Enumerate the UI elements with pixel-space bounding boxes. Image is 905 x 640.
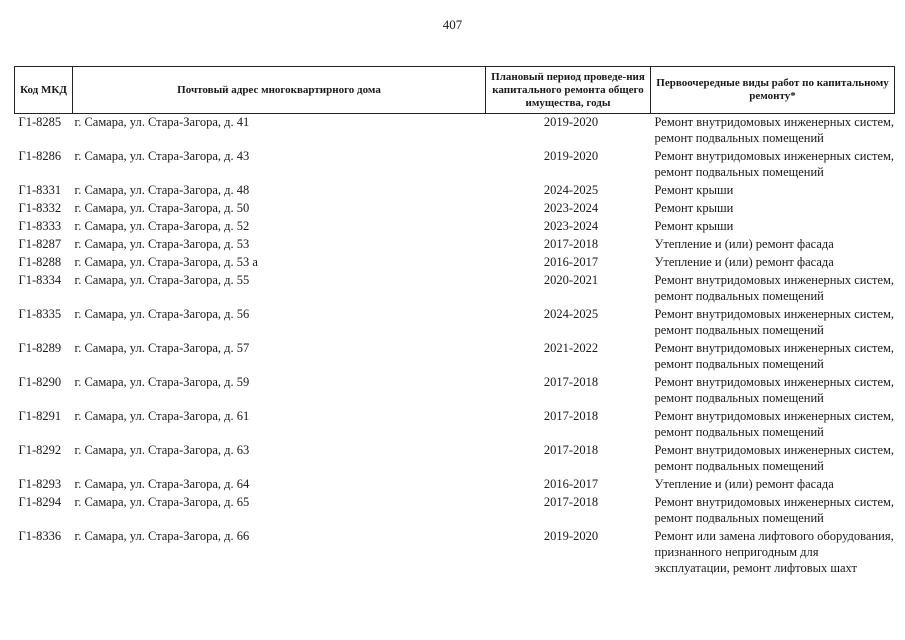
cell-works: Ремонт внутридомовых инженерных систем, ремонт подвальных помещений <box>654 115 895 145</box>
cell-address: г. Самара, ул. Стара-Загора, д. 41 <box>74 115 250 129</box>
cell-works: Ремонт внутридомовых инженерных систем, ремонт подвальных помещений <box>654 495 895 525</box>
cell-period: 2024-2025 <box>543 307 599 321</box>
table-header <box>15 67 895 114</box>
cell-period: 2019-2020 <box>543 529 599 543</box>
cell-address: г. Самара, ул. Стара-Загора, д. 50 <box>74 201 250 215</box>
page-number: 407 <box>442 17 463 32</box>
cell-code: Г1-8290 <box>18 375 62 389</box>
capital-repair-table <box>14 66 895 578</box>
cell-works: Ремонт внутридомовых инженерных систем, ремонт подвальных помещений <box>654 307 895 337</box>
table-row <box>15 374 895 408</box>
cell-address: г. Самара, ул. Стара-Загора, д. 61 <box>74 409 250 423</box>
table-row <box>15 254 895 272</box>
cell-works: Утепление и (или) ремонт фасада <box>654 477 834 491</box>
cell-works: Ремонт крыши <box>654 219 734 233</box>
table-row <box>15 182 895 200</box>
cell-works: Ремонт внутридомовых инженерных систем, ремонт подвальных помещений <box>654 149 895 179</box>
cell-address: г. Самара, ул. Стара-Загора, д. 59 <box>74 375 250 389</box>
cell-address: г. Самара, ул. Стара-Загора, д. 56 <box>74 307 250 321</box>
cell-period: 2024-2025 <box>543 183 599 197</box>
cell-code: Г1-8289 <box>18 341 62 355</box>
cell-address: г. Самара, ул. Стара-Загора, д. 63 <box>74 443 250 457</box>
cell-works: Ремонт внутридомовых инженерных систем, ремонт подвальных помещений <box>654 443 895 473</box>
header-address: Почтовый адрес многоквартирного дома <box>73 67 486 114</box>
cell-code: Г1-8293 <box>18 477 62 491</box>
cell-code: Г1-8331 <box>18 183 62 197</box>
cell-period: 2023-2024 <box>543 201 599 215</box>
cell-works: Утепление и (или) ремонт фасада <box>654 237 834 251</box>
table-row <box>15 218 895 236</box>
table-row <box>15 148 895 182</box>
cell-address: г. Самара, ул. Стара-Загора, д. 55 <box>74 273 250 287</box>
header-period: Плановый период проведе-ния капитального ремонта общего имущества, годы <box>486 67 651 114</box>
cell-works: Ремонт или замена лифтового оборудования, признанного непригодным для эксплуатации, ремонт лифтовых шахт <box>654 529 894 575</box>
cell-period: 2019-2020 <box>543 149 599 163</box>
table-row <box>15 476 895 494</box>
cell-works: Ремонт внутридомовых инженерных систем, ремонт подвальных помещений <box>654 341 895 371</box>
cell-works: Ремонт крыши <box>654 201 734 215</box>
table-row <box>15 442 895 476</box>
cell-code: Г1-8294 <box>18 495 62 509</box>
cell-period: 2019-2020 <box>543 115 599 129</box>
cell-code: Г1-8332 <box>18 201 62 215</box>
cell-code: Г1-8285 <box>18 115 62 129</box>
table-row <box>15 408 895 442</box>
cell-period: 2017-2018 <box>543 443 599 457</box>
cell-code: Г1-8292 <box>18 443 62 457</box>
cell-works: Ремонт внутридомовых инженерных систем, ремонт подвальных помещений <box>654 409 895 439</box>
cell-works: Ремонт внутридомовых инженерных систем, ремонт подвальных помещений <box>654 375 895 405</box>
cell-period: 2017-2018 <box>543 409 599 423</box>
table-row <box>15 306 895 340</box>
cell-address: г. Самара, ул. Стара-Загора, д. 65 <box>74 495 250 509</box>
table-body <box>15 114 895 579</box>
cell-period: 2016-2017 <box>543 477 599 491</box>
cell-period: 2017-2018 <box>543 237 599 251</box>
table-row <box>15 236 895 254</box>
cell-period: 2023-2024 <box>543 219 599 233</box>
cell-code: Г1-8333 <box>18 219 62 233</box>
table-row <box>15 114 895 149</box>
cell-period: 2016-2017 <box>543 255 599 269</box>
cell-works: Ремонт внутридомовых инженерных систем, ремонт подвальных помещений <box>654 273 895 303</box>
cell-address: г. Самара, ул. Стара-Загора, д. 53 а <box>74 255 258 269</box>
cell-code: Г1-8286 <box>18 149 62 163</box>
cell-address: г. Самара, ул. Стара-Загора, д. 43 <box>74 149 250 163</box>
cell-code: Г1-8288 <box>18 255 62 269</box>
cell-period: 2017-2018 <box>543 375 599 389</box>
cell-address: г. Самара, ул. Стара-Загора, д. 48 <box>74 183 250 197</box>
cell-works: Ремонт крыши <box>654 183 734 197</box>
cell-period: 2020-2021 <box>543 273 599 287</box>
table-row <box>15 528 895 578</box>
header-code: Код МКД <box>15 67 73 114</box>
table-row <box>15 272 895 306</box>
cell-address: г. Самара, ул. Стара-Загора, д. 66 <box>74 529 250 543</box>
cell-code: Г1-8335 <box>18 307 62 321</box>
cell-period: 2017-2018 <box>543 495 599 509</box>
cell-code: Г1-8287 <box>18 237 62 251</box>
table-row <box>15 494 895 528</box>
table-row <box>15 340 895 374</box>
cell-address: г. Самара, ул. Стара-Загора, д. 52 <box>74 219 250 233</box>
table-row <box>15 200 895 218</box>
cell-period: 2021-2022 <box>543 341 599 355</box>
cell-address: г. Самара, ул. Стара-Загора, д. 53 <box>74 237 250 251</box>
cell-address: г. Самара, ул. Стара-Загора, д. 64 <box>74 477 250 491</box>
cell-works: Утепление и (или) ремонт фасада <box>654 255 834 269</box>
header-works: Первоочередные виды работ по капитальному ремонту* <box>651 67 895 114</box>
cell-address: г. Самара, ул. Стара-Загора, д. 57 <box>74 341 250 355</box>
cell-code: Г1-8336 <box>18 529 62 543</box>
cell-code: Г1-8291 <box>18 409 62 423</box>
cell-code: Г1-8334 <box>18 273 62 287</box>
